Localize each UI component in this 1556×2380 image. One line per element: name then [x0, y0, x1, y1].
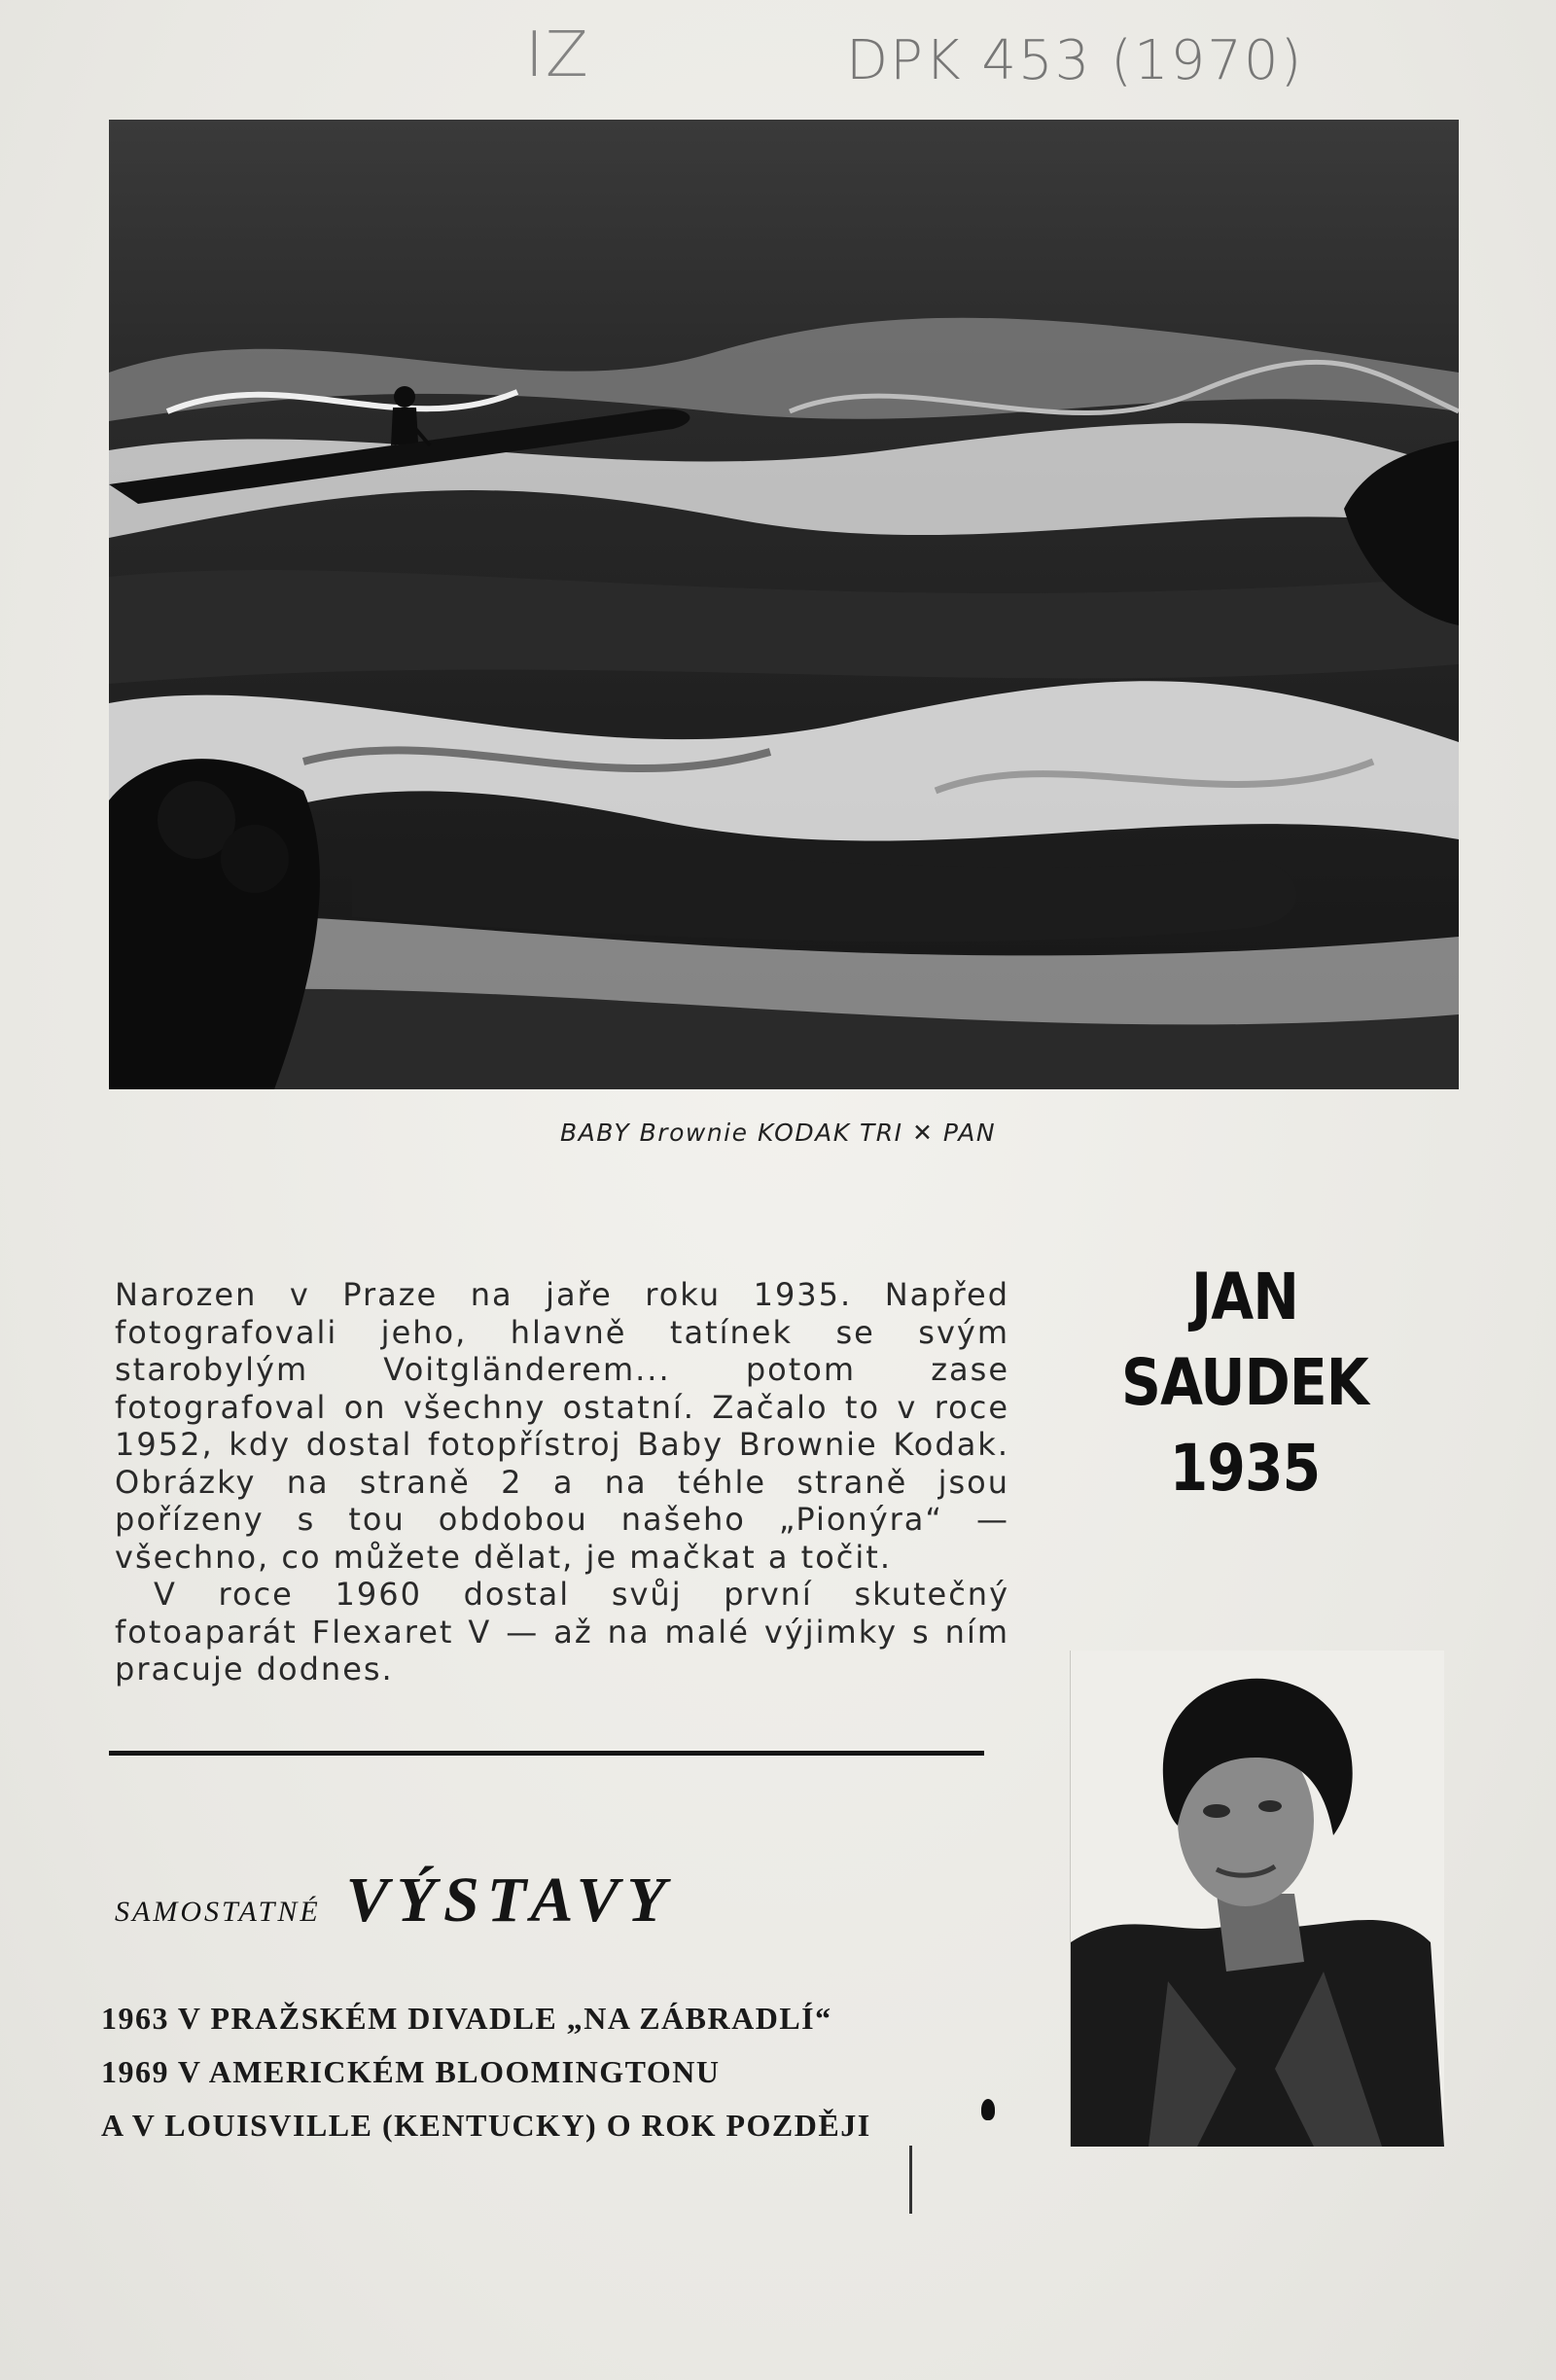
archive-mark: IZ — [525, 19, 590, 91]
exhibitions-heading-small: SAMOSTATNÉ — [115, 1896, 321, 1928]
ink-blot — [981, 2099, 995, 2120]
list-item: A V LOUISVILLE (KENTUCKY) O ROK POZDĚJI — [101, 2108, 871, 2143]
list-item: 1963 V PRAŽSKÉM DIVADLE „NA ZÁBRADLÍ“ — [101, 2001, 832, 2036]
artist-portrait-photo — [1070, 1651, 1444, 2147]
archive-reference: DPK 453 (1970) — [846, 29, 1304, 92]
biography — [115, 1276, 1009, 1688]
exhibitions-heading — [115, 1864, 674, 1937]
artist-first-name: JAN — [1191, 1260, 1298, 1334]
artist-last-name: SAUDEK — [1121, 1345, 1368, 1420]
exhibitions-list — [101, 1992, 1015, 2152]
bio-paragraph-2: V roce 1960 dostal svůj první skutečný fotoaparát Flexaret V — až na malé výjimky s ním pracuje dodnes. — [115, 1576, 1009, 1687]
landscape-photo-drawing — [109, 120, 1459, 1089]
photo-caption: BABY Brownie KODAK TRI ✕ PAN — [559, 1119, 997, 1147]
artist-title-block — [1094, 1255, 1396, 1511]
exhibitions-heading-big: VÝSTAVY — [345, 1865, 674, 1936]
list-item: 1969 V AMERICKÉM BLOOMINGTONU — [101, 2054, 721, 2089]
artist-portrait-drawing — [1071, 1651, 1444, 2147]
bio-paragraph-1: Narozen v Praze na jaře roku 1935. Napřed fotografovali jeho, hlavně tatínek se svým starobylým Voitgländerem... potom zase fotografoval on všechny ostatní. Začalo to v roce 1952, kdy dostal fotopřístroj Baby Brownie Kodak. Obrázky na straně 2 a na téhle straně jsou pořízeny s tou obdobou našeho „Pionýra“ — všechno, co můžete dělat, je mačkat a točit. — [115, 1276, 1009, 1576]
section-divider — [109, 1751, 984, 1756]
landscape-photo — [109, 120, 1459, 1089]
artist-birth-year: 1935 — [1169, 1431, 1321, 1506]
ink-stroke — [909, 2146, 912, 2214]
